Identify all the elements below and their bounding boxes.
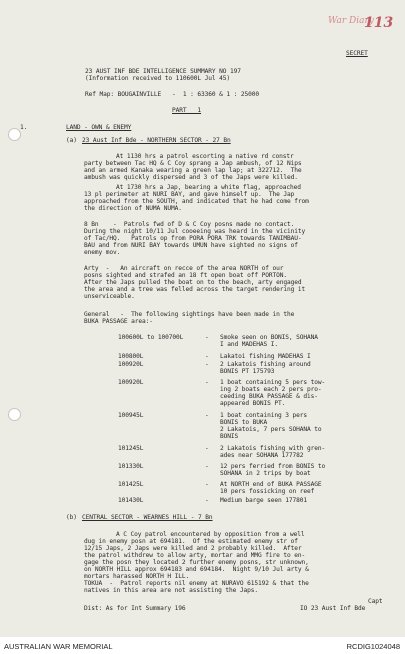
text-line: of Tac/HQ. Patrols op from PORA PORA TRK towards TANIMBAU-: [84, 235, 302, 242]
sighting-time: 100600L to 100700L: [118, 334, 184, 341]
text-line: 8 Bn - Patrols fwd of D & C Coy posns made no contact.: [84, 221, 295, 228]
text-line: the patrol withdrew to allow arty, mortar and MMG fire to en-: [84, 552, 306, 559]
archive-id: RCDIG1024048: [346, 642, 400, 651]
text-line: After the Japs pulled the boat on to the beach, arty engaged: [84, 279, 302, 286]
sighting-text: SOHANA in 2 trips by boat: [220, 470, 311, 477]
archive-name: AUSTRALIAN WAR MEMORIAL: [4, 642, 113, 651]
sighting-dash: -: [205, 463, 209, 470]
text-line: TOKUA - Patrol reports nil enemy at NURAVO 615192 & that the: [84, 580, 309, 587]
sighting-text: ades near SOHANA 177782: [220, 452, 304, 459]
ref-map: Ref Map: BOUGAINVILLE - 1 : 63360 & 1 : 25000: [85, 91, 260, 98]
sighting-text: Smoke seen on BONIS, SOHANA: [220, 334, 318, 341]
sighting-dash: -: [205, 361, 209, 368]
text-line: 12/15 Japs, 2 Japs were killed and 2 probably killed. After: [84, 545, 302, 552]
summary-title: 23 AUST INF BDE INTELLIGENCE SUMMARY NO 197: [85, 68, 241, 75]
text-line: gage the posn they located 2 further enemy posns, str unknown,: [84, 559, 309, 566]
information-received: (Information received to 110600L Jul 45): [85, 75, 231, 82]
text-line: and an armed Kanaka wearing a green lap lap; at 322712. The: [84, 167, 302, 174]
text-line: the area and a tree was felled across the target rendering it: [84, 286, 306, 293]
sighting-time: 100920L: [118, 361, 144, 368]
section-number: 1.: [20, 124, 28, 131]
subsection-a-title: 23 Aust Inf Bde - NORTHERN SECTOR - 27 Bn: [82, 137, 231, 144]
sighting-text: 1 boat containing 5 pers tow-: [220, 379, 326, 386]
handwritten-note: War Diary: [328, 16, 374, 26]
text-line: ambush was quickly dispersed and 3 of the Japs were killed.: [84, 174, 298, 181]
sighting-time: 101425L: [118, 481, 144, 488]
part-heading: PART 1: [172, 107, 202, 114]
sighting-text: ing 2 boats each 2 pers pro-: [220, 386, 322, 393]
text-line: dug in enemy posn at 694181. Of the estimated enemy str of: [84, 538, 298, 545]
sighting-dash: -: [205, 412, 209, 419]
sighting-time: 101330L: [118, 463, 144, 470]
sighting-text: 1 boat containing 3 pers: [220, 412, 308, 419]
sighting-text: Medium barge seen 177801: [220, 497, 308, 504]
sighting-dash: -: [205, 379, 209, 386]
sighting-time: 100945L: [118, 412, 144, 419]
text-line: At 1130 hrs a patrol escorting a native rd constr: [116, 153, 294, 160]
subsection-b-title: CENTRAL SECTOR - WEARNES HILL - 7 Bn: [82, 514, 213, 521]
text-line: 13 pl perimeter at NURI BAY, and gave himself up. The Jap: [84, 191, 295, 198]
sighting-text: BONIS PT 175793: [220, 368, 275, 375]
punch-hole: [8, 408, 21, 421]
text-line: enemy mov.: [84, 249, 121, 256]
distribution: Dist: As for Int Summary 196: [84, 605, 186, 612]
text-line: mortars harassed NORTH H ILL.: [84, 573, 190, 580]
subsection-b-label: (b): [66, 514, 77, 521]
sighting-text: At NORTH end of BUKA PASSAGE: [220, 481, 322, 488]
text-line: posns sighted and strafed an 18 ft open boat off PORTON.: [84, 272, 288, 279]
sighting-text: 12 pers ferried from BONIS to: [220, 463, 326, 470]
subsection-a-label: (a): [66, 137, 77, 144]
sighting-dash: -: [205, 353, 209, 360]
text-line: At 1730 hrs a Jap, bearing a white flag, approached: [116, 184, 301, 191]
signature-unit: IO 23 Aust Inf Bde: [300, 605, 366, 612]
sighting-dash: -: [205, 445, 209, 452]
text-line: the direction of NUMA NUMA.: [84, 205, 182, 212]
sighting-text: ceeding BUKA PASSAGE & dis-: [220, 393, 318, 400]
sighting-text: 10 pers fossicking on reef: [220, 488, 315, 495]
text-line: BAU and from NURI BAY towards UMUN have sighted no signs of: [84, 242, 298, 249]
classification: SECRET: [346, 50, 368, 57]
text-line: on NORTH HILL approx 694183 and 694184. Night 9/10 Jul arty &: [84, 566, 309, 573]
archive-footer: [0, 637, 405, 654]
sighting-text: 2 Lakatois fishing around: [220, 361, 311, 368]
text-line: BUKA PASSAGE area:-: [84, 318, 153, 325]
text-line: A C Coy patrol encountered by opposition from a well: [116, 531, 305, 538]
sighting-dash: -: [205, 481, 209, 488]
handwritten-number: 113: [364, 15, 394, 31]
sighting-time: 101430L: [118, 497, 144, 504]
sighting-text: appeared BONIS PT.: [220, 400, 286, 407]
sighting-time: 100920L: [118, 379, 144, 386]
text-line: party between Tac HQ & C Coy sprang a Jap ambush, of 12 Nips: [84, 160, 302, 167]
text-line: natives in this area are not assisting the Japs.: [84, 587, 259, 594]
signature-rank: Capt: [368, 598, 383, 605]
sighting-dash: -: [205, 497, 209, 504]
sighting-text: I and MADEHAS I.: [220, 341, 279, 348]
text-line: Arty - An aircraft on recce of the area NORTH of our: [84, 265, 284, 272]
text-line: approached from the SOUTH, and indicated that he had come from: [84, 198, 309, 205]
sighting-time: 100800L: [118, 353, 144, 360]
sighting-dash: -: [205, 334, 209, 341]
sighting-text: 2 Lakatois, 7 pers SOHANA to: [220, 426, 322, 433]
text-line: During the night 10/11 Jul cooeeing was heard in the vicinity: [84, 228, 306, 235]
sighting-text: 2 Lakatois fishing with gren-: [220, 445, 326, 452]
text-line: General - The following sightings have been made in the: [84, 311, 295, 318]
text-line: unserviceable.: [84, 293, 135, 300]
section-heading: LAND - OWN & ENEMY: [66, 124, 132, 131]
sighting-time: 101245L: [118, 445, 144, 452]
sighting-text: BONIS: [220, 433, 239, 440]
sighting-text: Lakatoi fishing MADEHAS I: [220, 353, 311, 360]
sighting-text: BONIS to BUKA: [220, 419, 268, 426]
